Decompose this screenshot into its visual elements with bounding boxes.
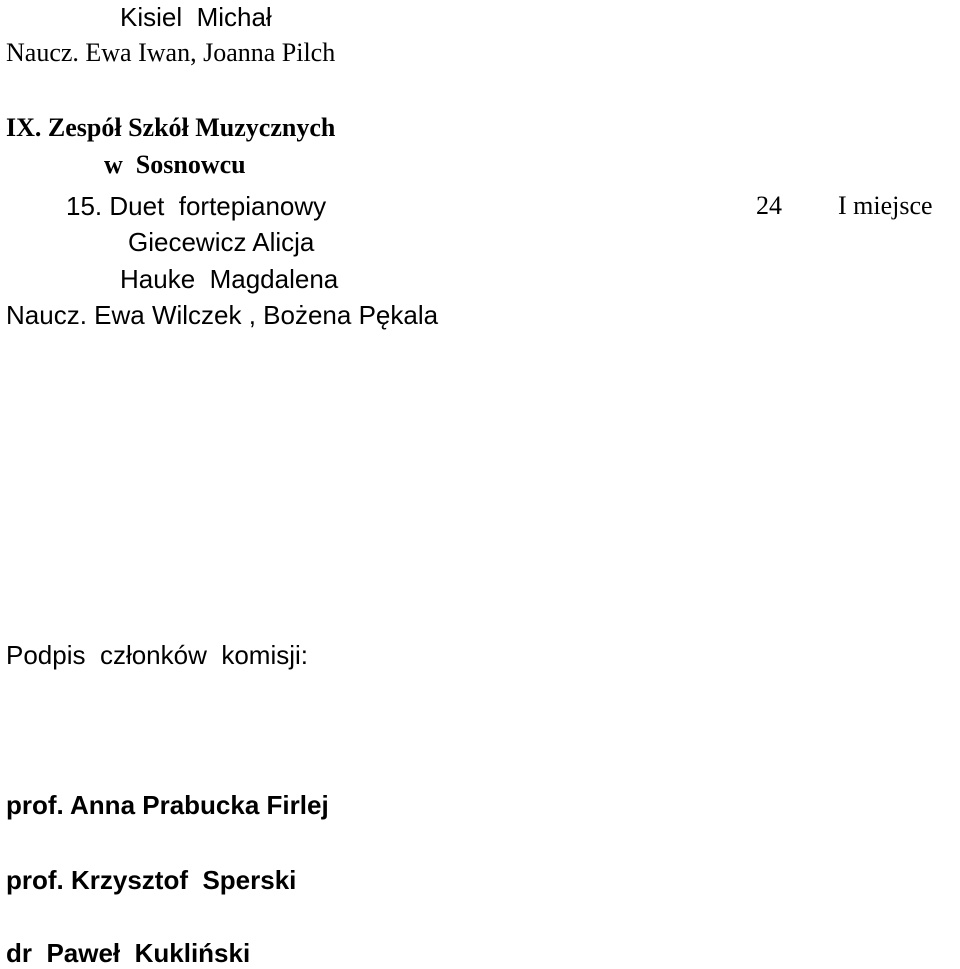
participant-1: Giecewicz Alicja: [128, 227, 315, 257]
entry-score: 24: [756, 191, 782, 220]
signatures-heading: Podpis członków komisji:: [6, 640, 308, 670]
entry-place: I miejsce: [838, 191, 933, 220]
previous-entry-teachers: Naucz. Ewa Iwan, Joanna Pilch: [6, 38, 336, 67]
entry-title: 15. Duet fortepianowy: [66, 191, 327, 221]
previous-entry-student: Kisiel Michał: [120, 2, 272, 32]
signature-member-1: prof. Anna Prabucka Firlej: [6, 790, 329, 820]
entry-teachers: Naucz. Ewa Wilczek , Bożena Pękala: [6, 300, 439, 330]
school-city: w Sosnowcu: [104, 150, 246, 179]
participant-2: Hauke Magdalena: [120, 264, 339, 294]
school-heading: IX. Zespół Szkół Muzycznych: [6, 113, 336, 142]
signature-member-3: dr Paweł Kukliński: [6, 938, 251, 968]
signature-member-2: prof. Krzysztof Sperski: [6, 865, 297, 895]
